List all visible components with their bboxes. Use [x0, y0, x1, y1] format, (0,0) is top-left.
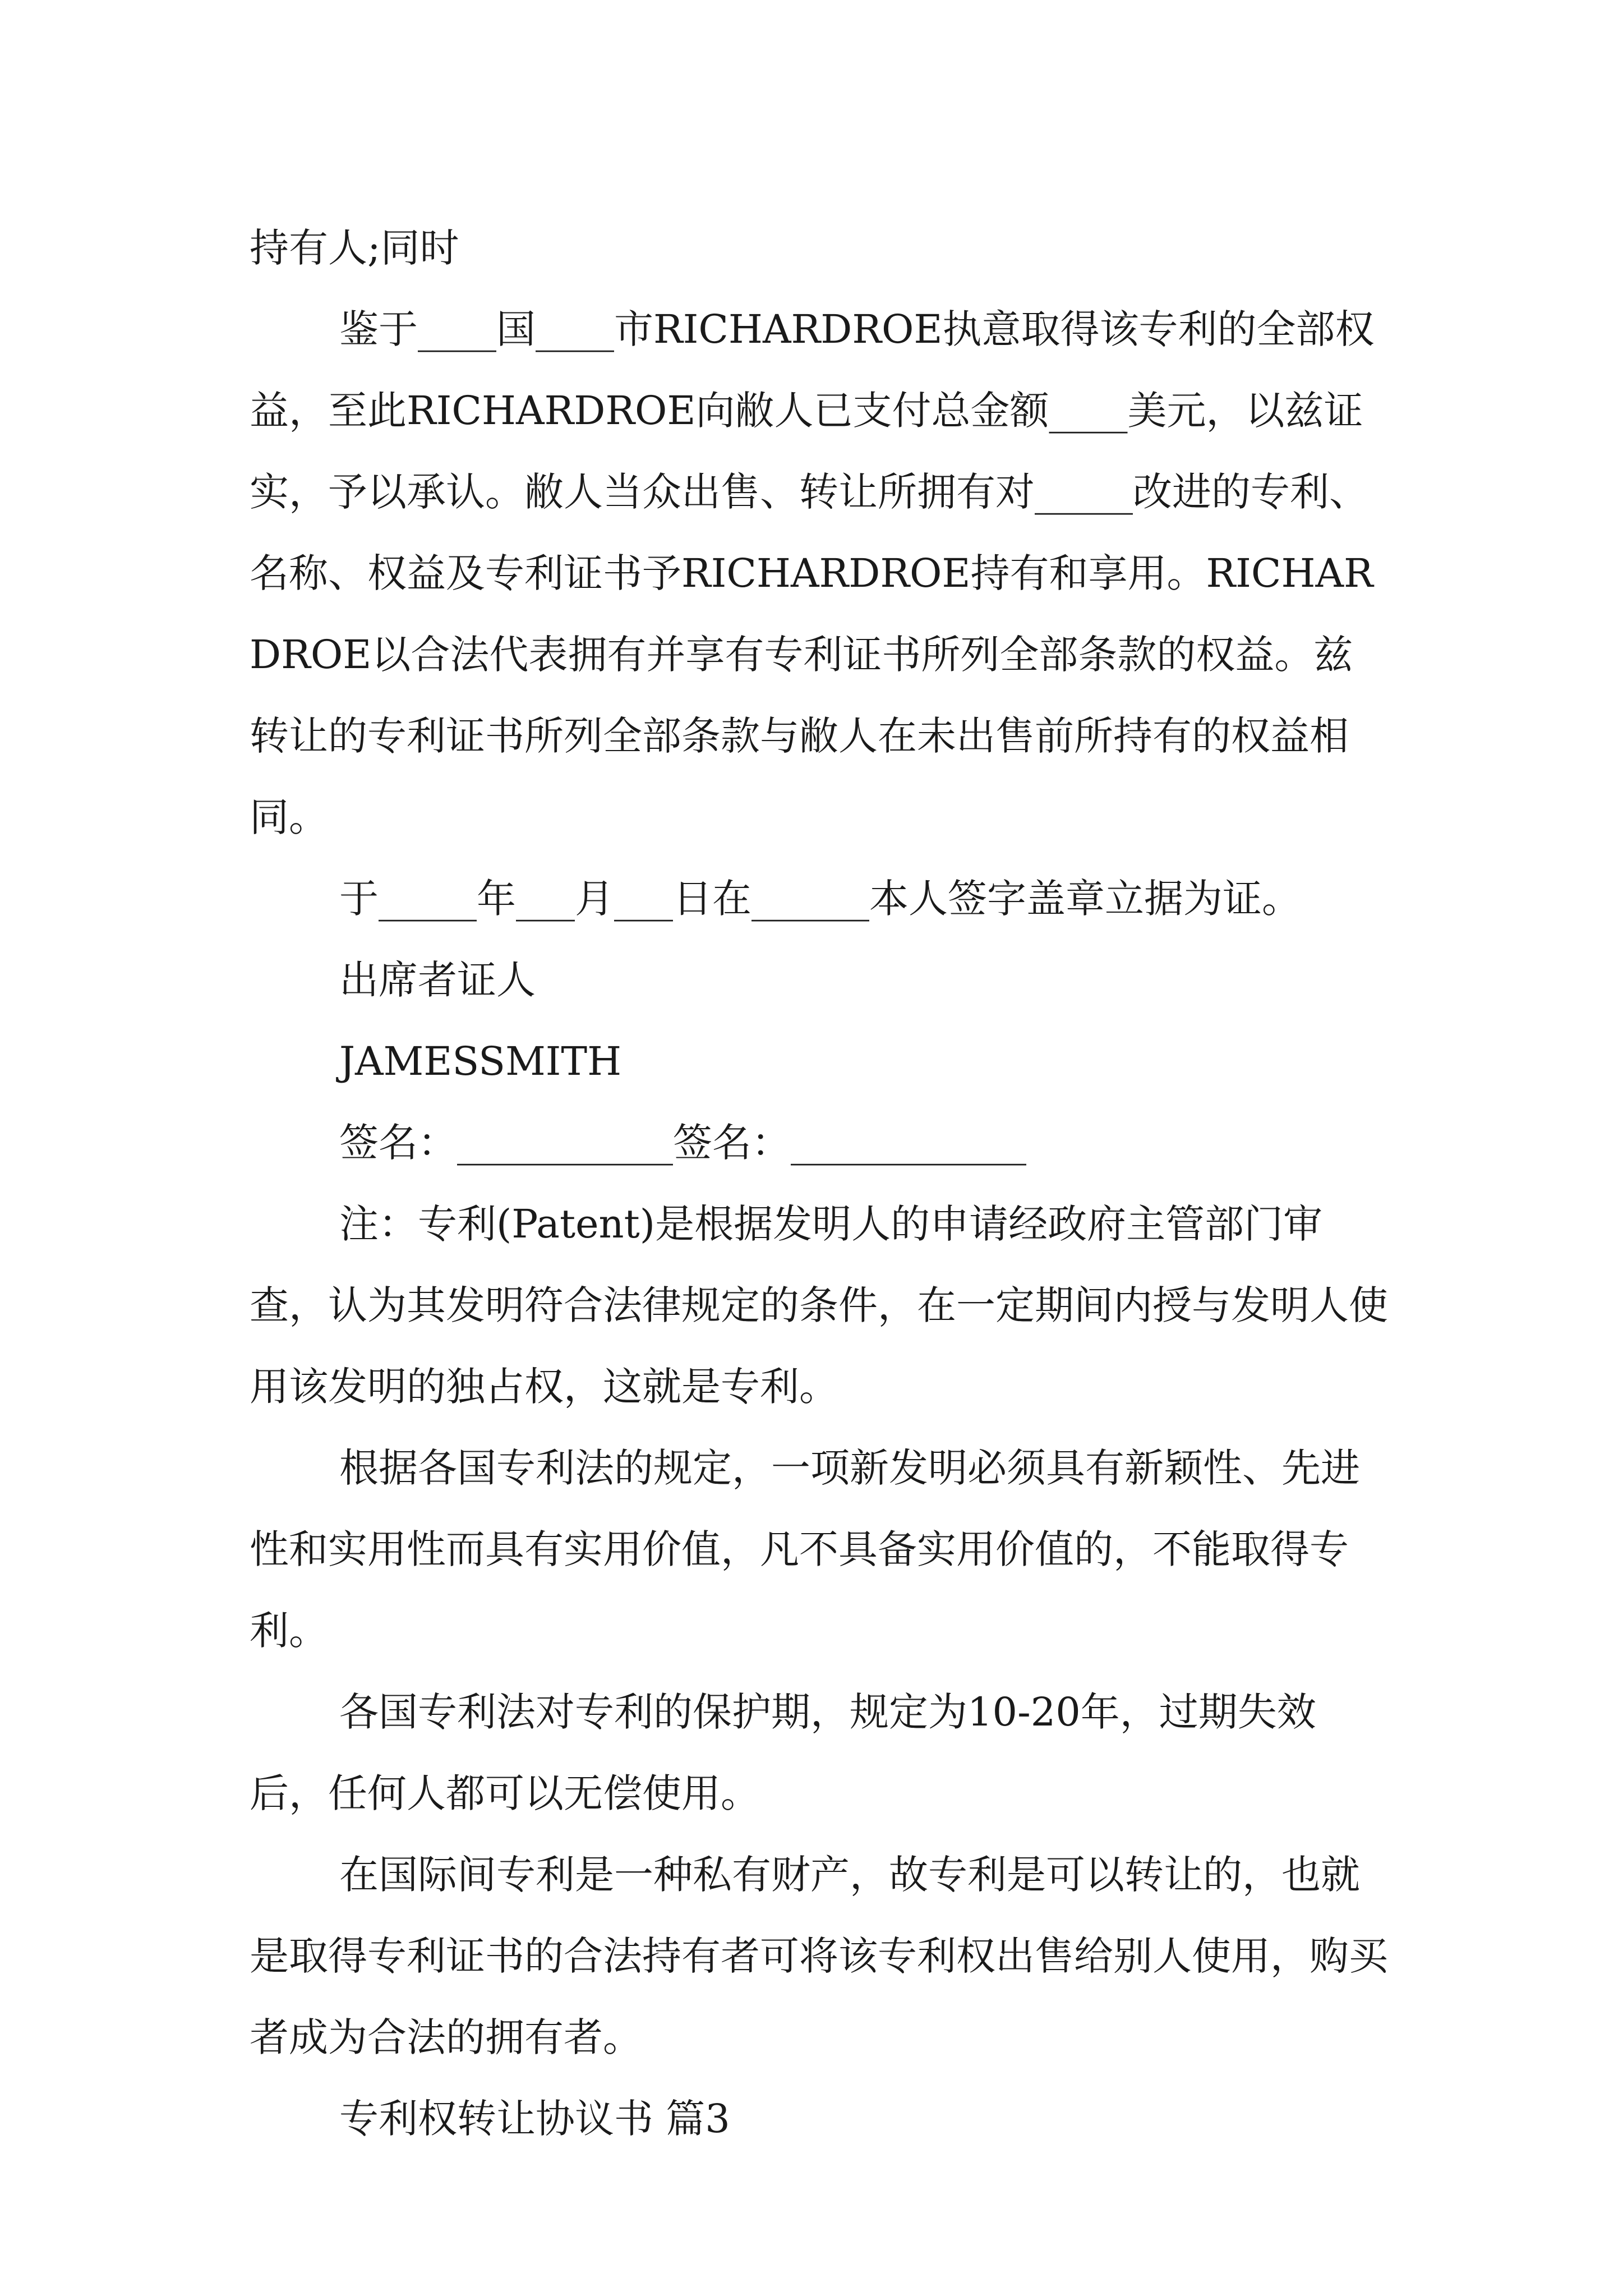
- document-page: [250, 208, 1388, 2160]
- paragraph-signature-lines: 签名：___________签名：____________: [339, 1120, 1026, 1166]
- paragraph-note-patent-definition: 注：专利(Patent)是根据发明人的申请经政府主管部门审查，认为其发明符合法律规定的条件，在一定期间内授与发明人使用该发明的独占权，这就是专利。: [250, 1201, 1388, 1410]
- paragraph-protection-period: 各国专利法对专利的保护期，规定为10-20年，过期失效后，任何人都可以无偿使用。: [250, 1689, 1316, 1816]
- paragraph-holder-continuation: 持有人;同时: [250, 225, 459, 271]
- section-heading-part3: 专利权转让协议书 篇3: [339, 2096, 730, 2142]
- paragraph-patent-transfer: 在国际间专利是一种私有财产，故专利是可以转让的，也就是取得专利证书的合法持有者可将该专利权出售给别人使用，购买者成为合法的拥有者。: [250, 1852, 1388, 2060]
- paragraph-witness-label: 出席者证人: [339, 957, 536, 1003]
- paragraph-whereas-clause: 鉴于____国____市RICHARDROE执意取得该专利的全部权益，至此RICHARDROE向敝人已支付总金额____美元，以兹证实，予以承认。敝人当众出售、转让所拥有对_____改进的专利、名称、权益及专利证书予RICHARDROE持有和享用。RICHARDROE以合法代表拥有并享有专利证书所列全部条款的权益。兹转让的专利证书所列全部条款与敝人在未出售前所持有的权益相同。: [250, 306, 1375, 840]
- paragraph-patent-requirements: 根据各国专利法的规定，一项新发明必须具有新颖性、先进性和实用性而具有实用价值，凡不具备实用价值的，不能取得专利。: [250, 1445, 1360, 1654]
- paragraph-date-signature: 于_____年___月___日在______本人签字盖章立据为证。: [339, 876, 1301, 922]
- paragraph-witness-name: JAMESSMITH: [339, 1038, 622, 1084]
